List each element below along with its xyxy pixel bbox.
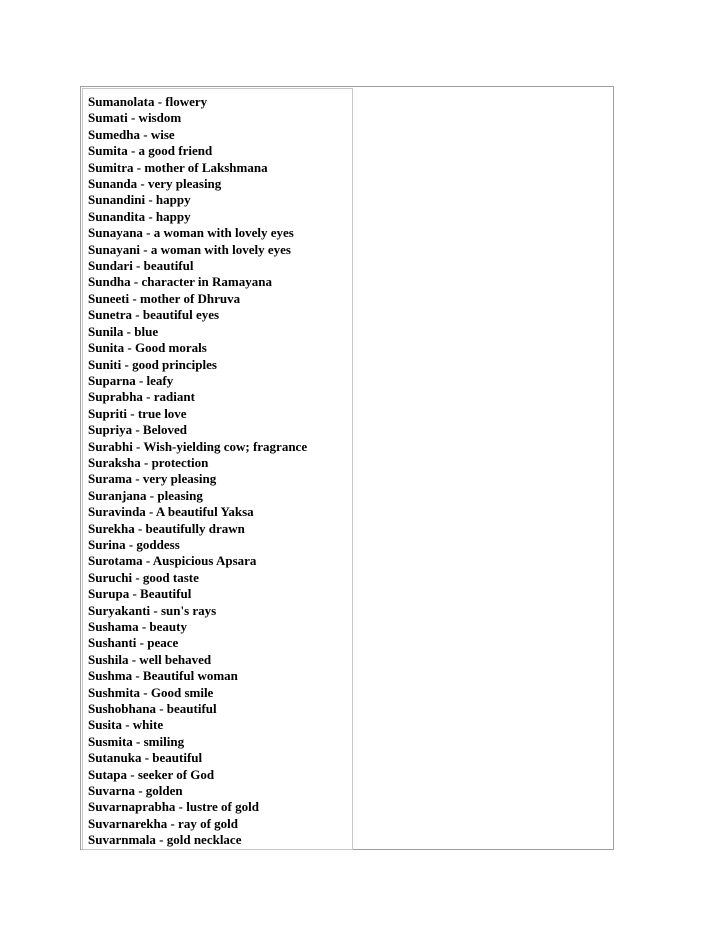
name-entry: Surina - goddess	[88, 536, 180, 552]
name-entry: Sunetra - beautiful eyes	[88, 307, 220, 323]
name-entry: Suraksha - protection	[88, 454, 209, 470]
name-entry: Sumati - wisdom	[88, 110, 182, 126]
name-entry: Suvarna - golden	[88, 783, 183, 799]
name-entry: Sushma - Beautiful woman	[88, 668, 238, 684]
name-entry: Suvarnmala - gold necklace	[88, 832, 242, 848]
name-entry: Suvarnarekha - ray of gold	[88, 815, 238, 831]
name-entry: Sunila - blue	[88, 323, 159, 339]
name-entry: Supriti - true love	[88, 405, 187, 421]
names-cell	[82, 88, 353, 850]
name-entry: Susita - white	[88, 717, 164, 733]
name-entry: Sushila - well behaved	[88, 651, 212, 667]
name-entry: Surabhi - Wish-yielding cow; fragrance	[88, 438, 308, 454]
name-entry: Sumitra - mother of Lakshmana	[88, 159, 268, 175]
names-list	[88, 94, 307, 849]
name-entry: Surotama - Auspicious Apsara	[88, 553, 257, 569]
name-entry: Surama - very pleasing	[88, 471, 217, 487]
name-entry: Supriya - Beloved	[88, 422, 187, 438]
name-entry: Sutapa - seeker of God	[88, 766, 215, 782]
name-entry: Sunandini - happy	[88, 192, 191, 208]
name-entry: Surupa - Beautiful	[88, 586, 192, 602]
name-entry: Sumedha - wise	[88, 126, 175, 142]
name-entry: Suvarnaprabha - lustre of gold	[88, 799, 259, 815]
name-entry: Sushmita - Good smile	[88, 684, 214, 700]
name-entry: Sunayana - a woman with lovely eyes	[88, 225, 294, 241]
name-entry: Sundha - character in Ramayana	[88, 274, 272, 290]
name-entry: Sutanuka - beautiful	[88, 750, 203, 766]
name-entry: Sushanti - peace	[88, 635, 179, 651]
name-entry: Suryakanti - sun's rays	[88, 602, 217, 618]
name-entry: Sumita - a good friend	[88, 143, 213, 159]
name-entry: Sunandita - happy	[88, 208, 191, 224]
name-entry: Suneeti - mother of Dhruva	[88, 290, 241, 306]
name-entry: Sunayani - a woman with lovely eyes	[88, 241, 291, 257]
name-entry: Suprabha - radiant	[88, 389, 195, 405]
empty-cell	[354, 88, 612, 850]
name-entry: Suniti - good principles	[88, 356, 217, 372]
name-entry: Sundari - beautiful	[88, 258, 194, 274]
name-entry: Susmita - smiling	[88, 733, 185, 749]
name-entry: Sushobhana - beautiful	[88, 701, 217, 717]
name-entry: Sushama - beauty	[88, 619, 187, 634]
name-entry: Suranjana - pleasing	[88, 487, 203, 503]
name-entry: Surekha - beautifully drawn	[88, 520, 245, 536]
name-entry: Sunita - Good morals	[88, 340, 207, 356]
name-entry: Sunanda - very pleasing	[88, 176, 222, 192]
name-entry: Suravinda - A beautiful Yaksa	[88, 504, 254, 520]
name-entry: Suruchi - good taste	[88, 569, 199, 585]
name-entry: Suparna - leafy	[88, 372, 174, 388]
names-table	[80, 86, 614, 850]
name-entry: Sumanolata - flowery	[88, 94, 208, 109]
